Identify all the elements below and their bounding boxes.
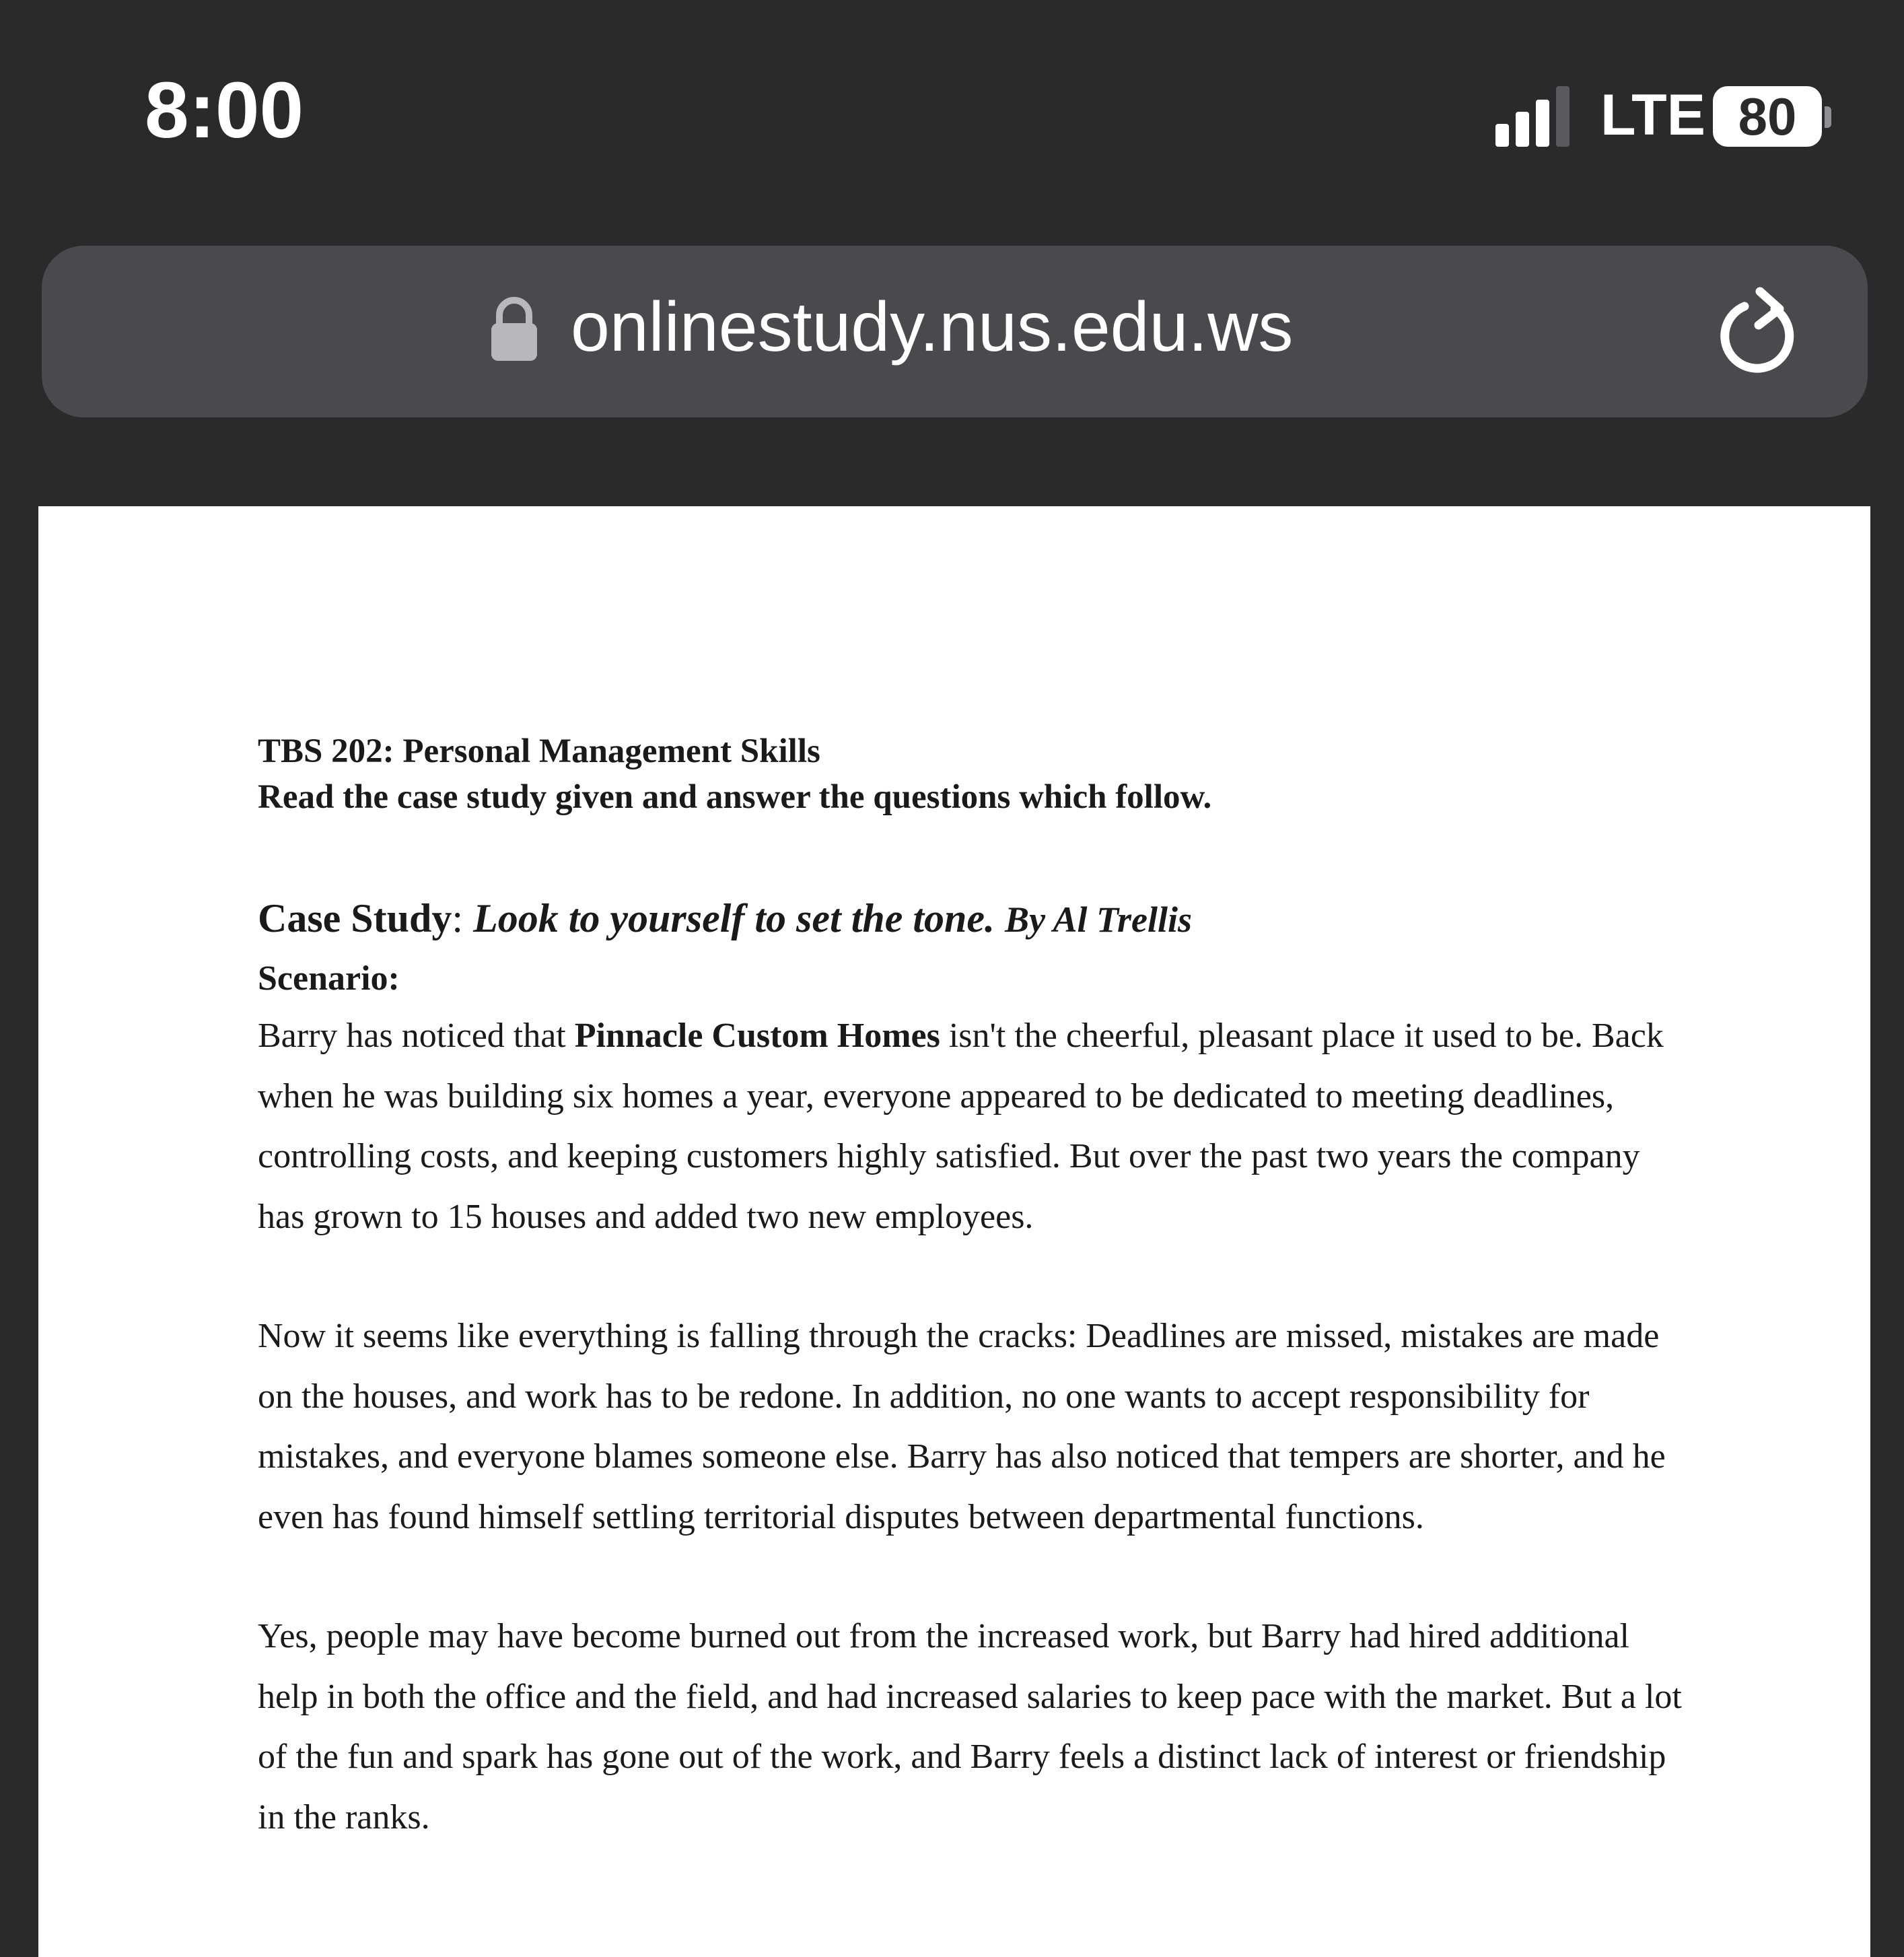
- url-text[interactable]: onlinestudy.nus.edu.ws: [571, 288, 1294, 366]
- paragraph-3: Yes, people may have become burned out from the increased work, but Barry had hired additional help in both the office and the field, and had increased salaries to keep pace with the market. But a lot of the fun and spark has gone out of the work, and Barry feels a distinct lack of interest or friendship in the ranks.: [258, 1617, 1682, 1836]
- paragraph-1: [258, 1006, 1691, 1247]
- lock-icon: [490, 296, 538, 362]
- clock: 8:00: [145, 66, 304, 155]
- instruction: Read the case study given and answer the questions which follow.: [258, 778, 1212, 816]
- network-type: LTE: [1600, 83, 1706, 147]
- battery-tip: [1825, 106, 1831, 128]
- scenario-label: Scenario:: [258, 959, 400, 998]
- case-study-title: Look to yourself to set the tone.: [473, 896, 995, 940]
- paragraph-1-start: Barry has noticed that: [258, 1017, 575, 1055]
- paragraph-1-rest: isn't the cheerful, pleasant place it used to be. Back when he was building six homes a year, everyone appeared to be dedicated to meeting deadlines, controlling costs, and keeping customers highly satisfied. But over the past two years the company has grown to 15 houses and added two new employees.: [258, 1017, 1664, 1236]
- case-study-separator: :: [452, 896, 474, 940]
- course-title: TBS 202: Personal Management Skills: [258, 732, 820, 770]
- case-study-author: By Al Trellis: [1005, 899, 1193, 940]
- reload-icon[interactable]: [1713, 279, 1800, 380]
- case-study-heading: [258, 891, 1691, 947]
- signal-bar: [1516, 112, 1529, 147]
- status-bar: [0, 0, 1904, 236]
- signal-bar: [1495, 124, 1509, 147]
- battery-level: 80: [1738, 87, 1797, 146]
- battery-icon: [1713, 86, 1822, 147]
- document-content: [258, 728, 1691, 1847]
- case-study-label: Case Study: [258, 896, 452, 940]
- cellular-signal-icon: [1495, 86, 1571, 147]
- signal-bar: [1536, 100, 1549, 147]
- signal-bar: [1556, 86, 1570, 147]
- paragraph-2: Now it seems like everything is falling through the cracks: Deadlines are missed, mistakes are made on the houses, and work has to be redone. In addition, no one wants to accept responsibility for mistakes, and everyone blames someone else. Barry has also noticed that tempers are shorter, and he even has found himself settling territorial disputes between departmental functions.: [258, 1317, 1666, 1536]
- company-name: Pinnacle Custom Homes: [574, 1017, 940, 1055]
